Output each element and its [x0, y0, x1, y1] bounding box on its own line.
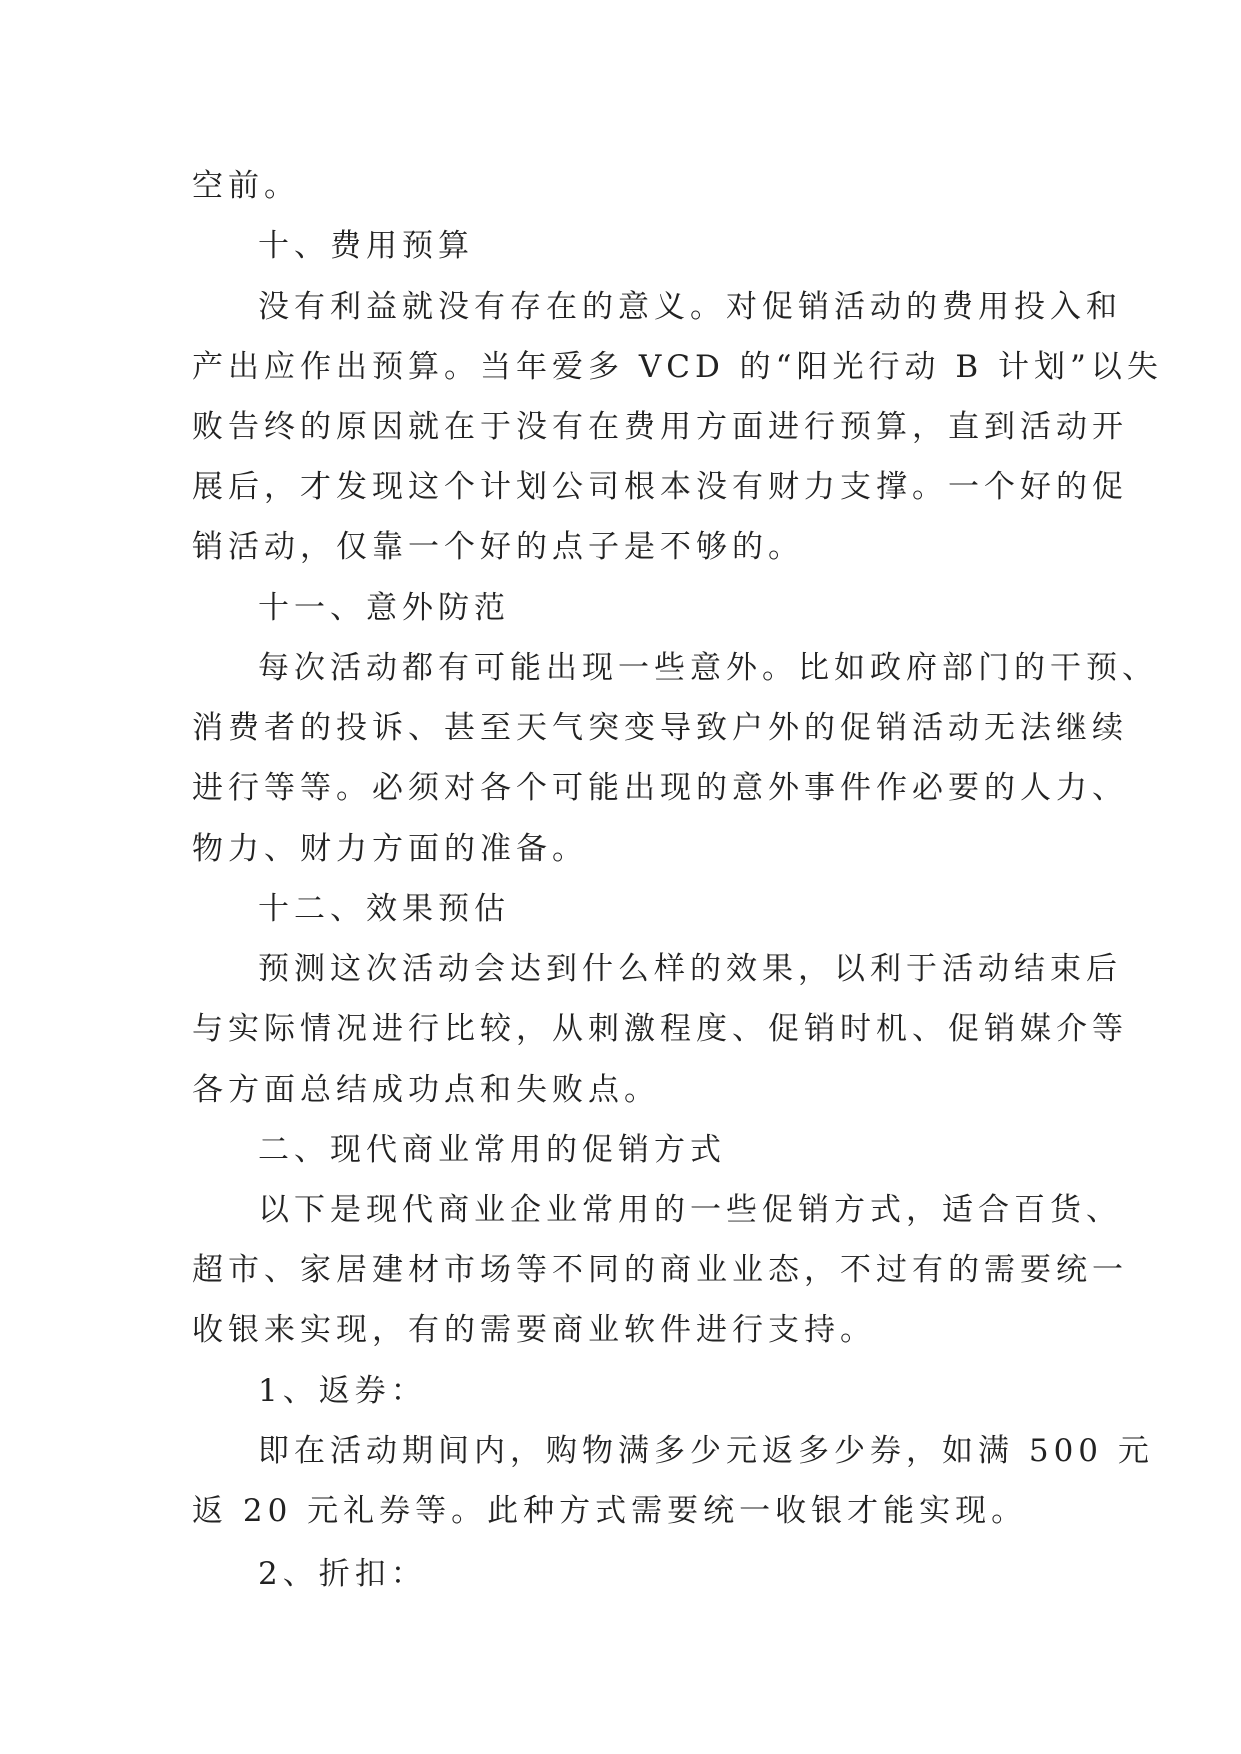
paragraph-line: 消费者的投诉、甚至天气突变导致户外的促销活动无法继续 — [192, 710, 1128, 746]
paragraph-line: 超市、家居建材市场等不同的商业业态，不过有的需要统一 — [192, 1252, 1128, 1288]
paragraph-line: 各方面总结成功点和失败点。 — [192, 1072, 660, 1108]
paragraph-line: 败告终的原因就在于没有在费用方面进行预算，直到活动开 — [192, 409, 1128, 445]
section-heading: 二、现代商业常用的促销方式 — [258, 1132, 726, 1168]
paragraph-line: 即在活动期间内，购物满多少元返多少券，如满 500 元 — [258, 1433, 1154, 1469]
paragraph-line: 收银来实现，有的需要商业软件进行支持。 — [192, 1312, 876, 1348]
section-heading: 十、费用预算 — [258, 228, 474, 264]
paragraph-line: 没有利益就没有存在的意义。对促销活动的费用投入和 — [258, 289, 1122, 325]
paragraph-line: 物力、财力方面的准备。 — [192, 831, 588, 867]
paragraph-line: 与实际情况进行比较，从刺激程度、促销时机、促销媒介等 — [192, 1011, 1128, 1047]
paragraph-line: 以下是现代商业企业常用的一些促销方式，适合百货、 — [258, 1192, 1122, 1228]
subsection-heading: 1、返券： — [258, 1373, 427, 1409]
paragraph-line: 返 20 元礼券等。此种方式需要统一收银才能实现。 — [192, 1493, 1028, 1529]
paragraph-line: 空前。 — [192, 168, 300, 204]
paragraph-line: 销活动，仅靠一个好的点子是不够的。 — [192, 529, 804, 565]
paragraph-line: 每次活动都有可能出现一些意外。比如政府部门的干预、 — [258, 650, 1158, 686]
subsection-heading: 2、折扣： — [258, 1556, 427, 1592]
section-heading: 十二、效果预估 — [258, 891, 510, 927]
paragraph-line: 进行等等。必须对各个可能出现的意外事件作必要的人力、 — [192, 770, 1128, 806]
section-heading: 十一、意外防范 — [258, 590, 510, 626]
paragraph-line: 产出应作出预算。当年爱多 VCD 的“阳光行动 B 计划”以失 — [192, 349, 1163, 385]
paragraph-line: 展后，才发现这个计划公司根本没有财力支撑。一个好的促 — [192, 469, 1128, 505]
paragraph-line: 预测这次活动会达到什么样的效果，以利于活动结束后 — [258, 951, 1122, 987]
